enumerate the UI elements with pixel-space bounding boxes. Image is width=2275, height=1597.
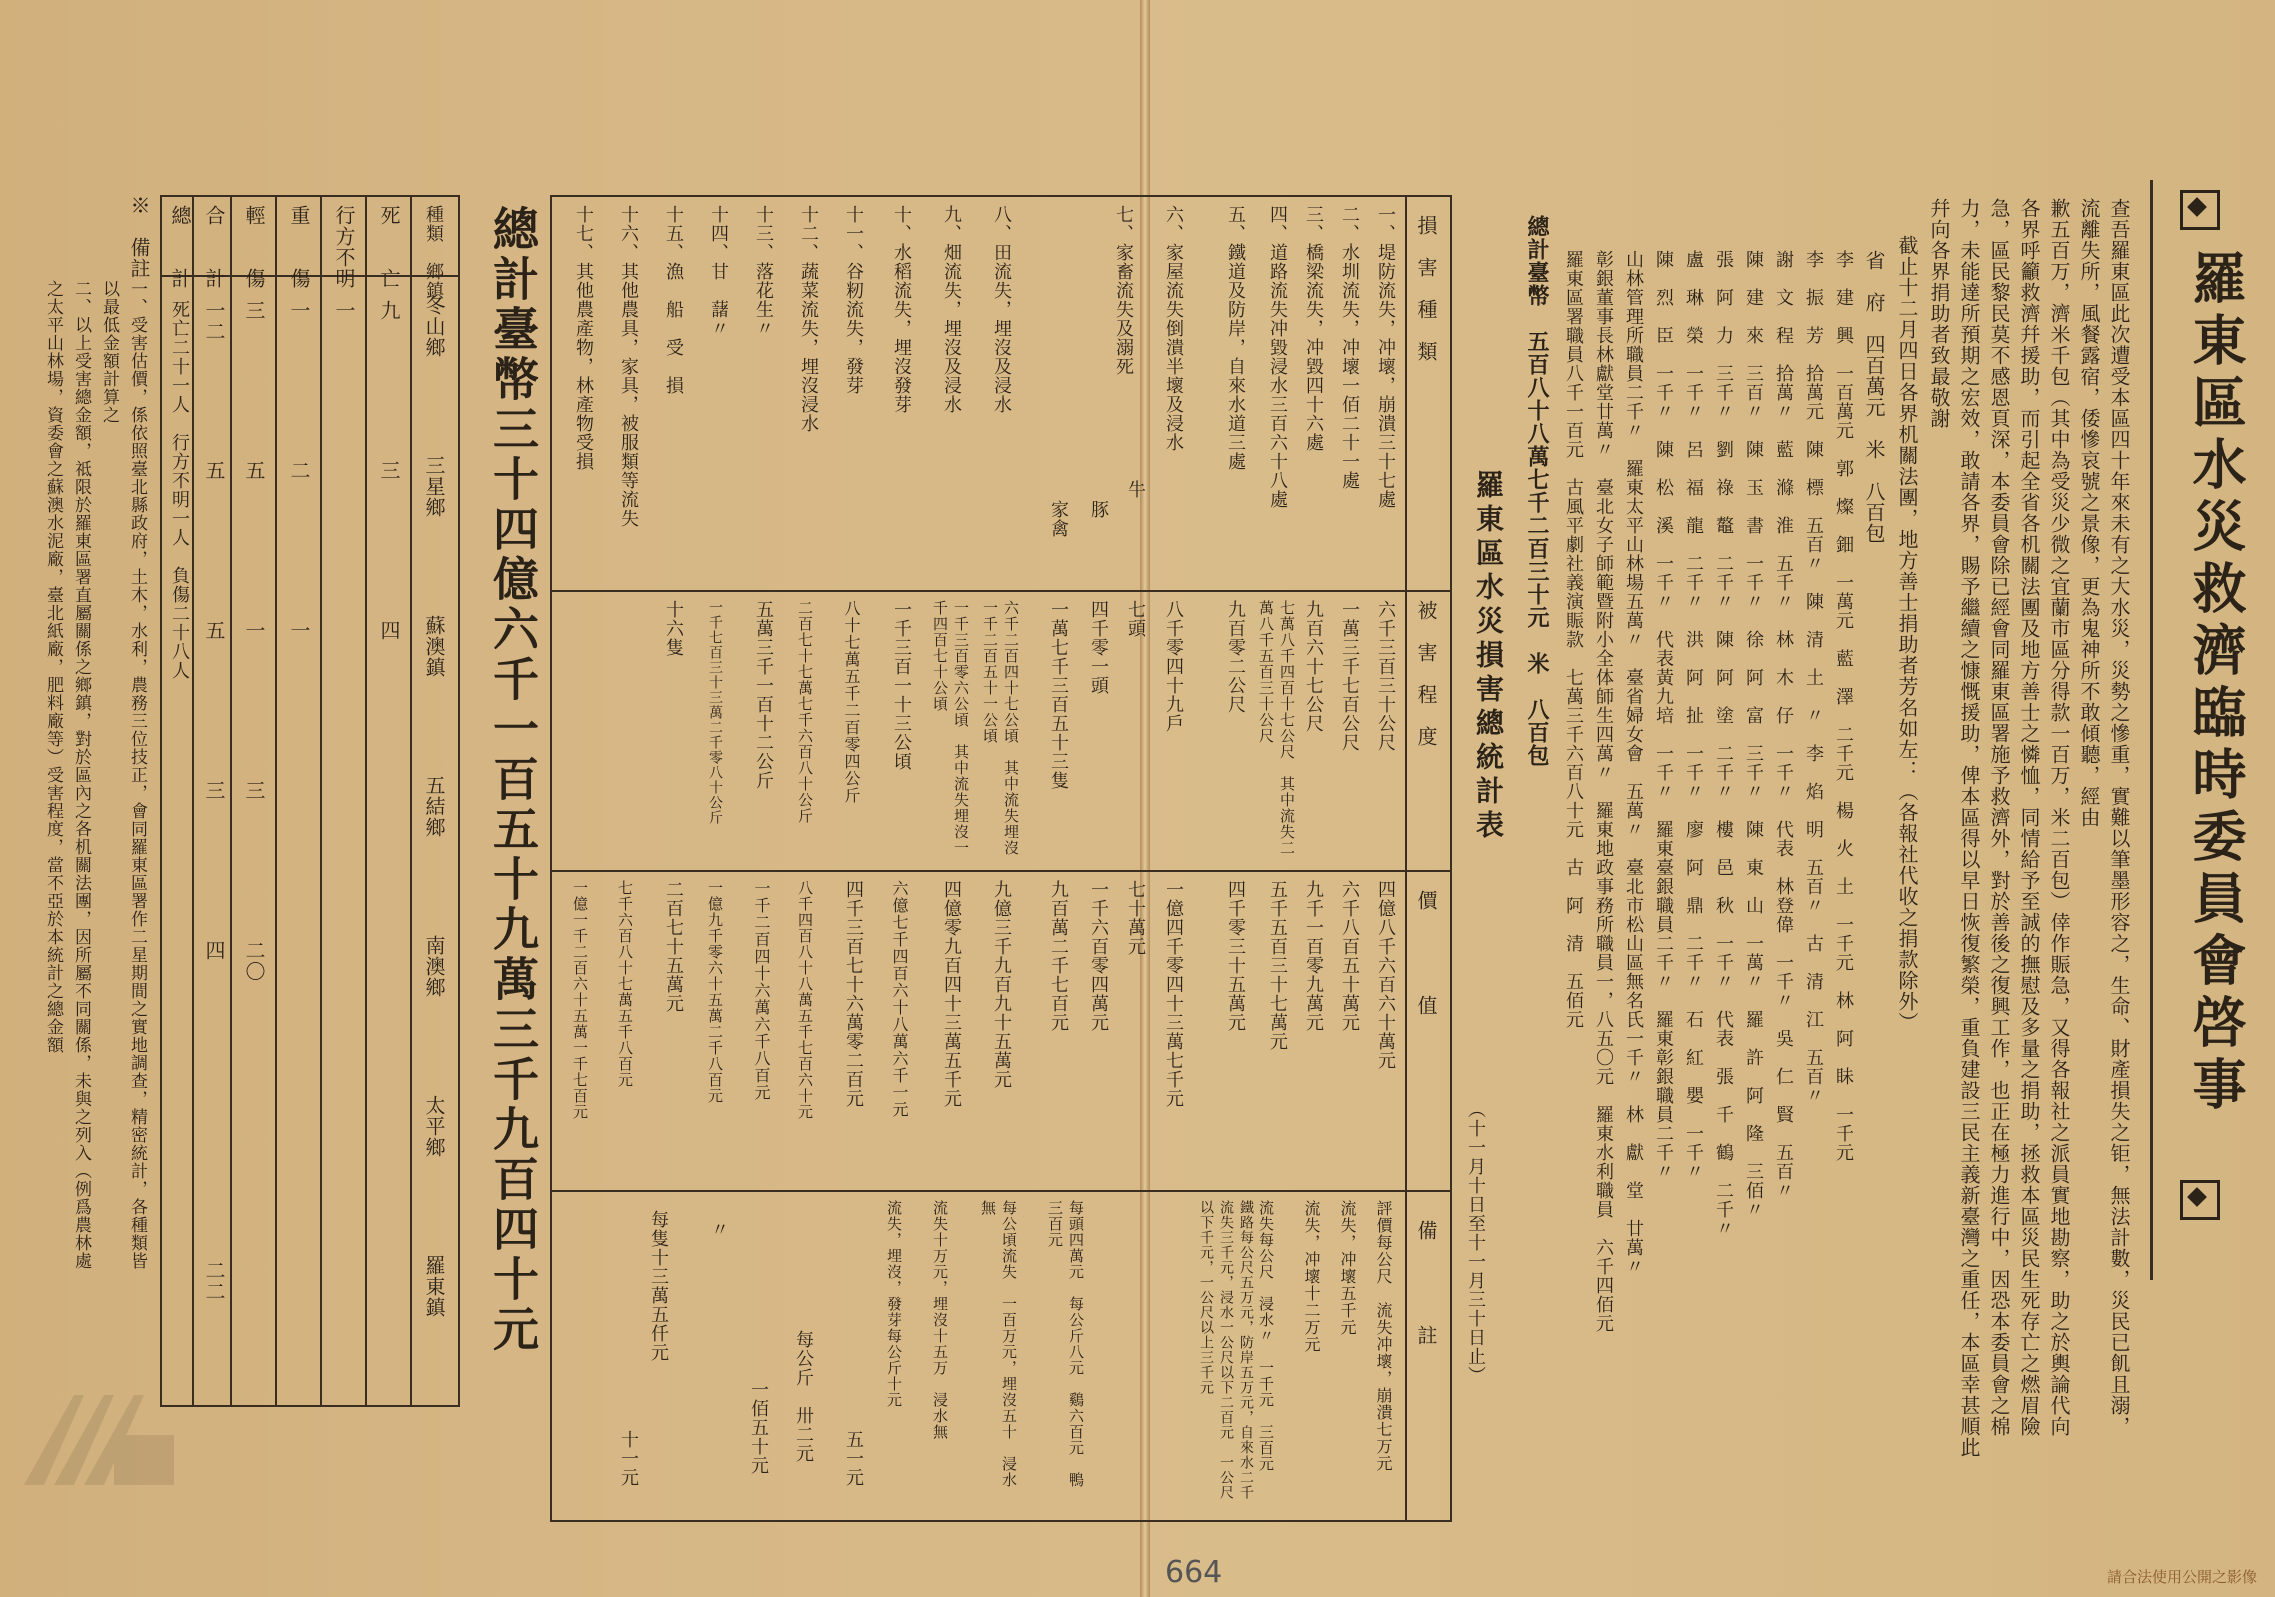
casualty-cell: 四 (202, 940, 226, 961)
row-note: 流失每公尺 浸水〃 一千元 三百元 (1257, 1200, 1275, 1472)
row-extent: 一萬七千三百五十三隻 (1048, 600, 1069, 790)
casualty-row-divider (192, 195, 194, 1407)
casualty-column: 蘇澳鎮 (422, 615, 446, 678)
casualty-cell: 三 (202, 780, 226, 801)
header-extent: 被 害 程 度 (1414, 600, 1438, 747)
row-type: 八、田流失，埋沒及浸水 (991, 205, 1012, 414)
row-note: 〃 (708, 1220, 729, 1239)
row-value: 一億九千零六十五萬二千八百元 (706, 880, 724, 1104)
casualty-cell: 一 (287, 620, 311, 641)
donors-total: 總計臺幣 五百八十八萬七千二百三十元 米 八百包 (1524, 215, 1550, 767)
table-right-border (1450, 195, 1452, 1522)
row-note: 鐵路每公尺五万元，防岸五万元，自來水二千 流失三千元，浸水一公尺以下二百元 一公尺以下千元，一公尺以上三千元 (1198, 1200, 1254, 1515)
diamond-ornament-bottom (2180, 1180, 2220, 1220)
row-value: 一千二百四十六萬六千八百元 (752, 880, 771, 1101)
row-type: 十五、漁 船 受 損 (663, 205, 684, 395)
row-note: 流失，埋沒，發芽每公斤十元 (885, 1200, 903, 1408)
row-type: 六、家屋流失倒潰半壞及浸水 (1163, 205, 1184, 452)
row-value: 八千四百八十八萬五千七百六十元 (796, 880, 814, 1120)
row-extent: 九百六十七公尺 (1303, 600, 1324, 733)
row-type: 十三、落花生〃 (753, 205, 774, 338)
remarks-item: 一、受害估價，係依照臺北縣政府，土木，水利，農務三位技正，會同羅東區署作二星期間之實地調查，精密統計，各種類皆 (127, 280, 147, 1270)
row-sub-label: 家禽 (1048, 500, 1069, 538)
table-divider-extent-left (550, 870, 1140, 872)
row-type: 十一、谷籾流失，發芽 (843, 205, 864, 395)
casualty-row-label: 輕 傷 (242, 205, 266, 289)
casualty-cell: 五 (242, 460, 266, 481)
stats-date-range: （十一月十日至十一月三十日止） (1465, 1100, 1486, 1385)
donor-line: 陳 烈 臣 一千〃 陳 松 溪 一千〃 代表黃九培 一千〃 羅東臺銀職員二千〃 羅東彰銀職員二千〃 (1653, 250, 1674, 1181)
row-extent: 八千零四十九戶 (1163, 600, 1184, 733)
donor-line: 彰銀董事長林獻堂廿萬〃 臺北女子師範暨附小全体師生四萬〃 羅東地政事務所職員一，八五〇元 羅東水利職員 六千四佰元 (1593, 250, 1614, 1333)
donor-line: 李 振 芳 拾萬元 陳 標 五百〃 陳 清 土 〃 李 焰 明 五百〃 古 清 江 五百〃 (1803, 250, 1824, 1105)
casualty-cell: 一 (242, 620, 266, 641)
table-left-border (550, 195, 552, 1522)
casualty-column: 羅東鎮 (422, 1255, 446, 1318)
casualty-row-label: 重 傷 (287, 205, 311, 289)
row-extent: 一萬三千七百公尺 (1339, 600, 1360, 752)
row-type: 九、畑流失，埋沒及浸水 (941, 205, 962, 414)
page-number: 664 (1165, 1555, 1223, 1590)
header-value: 價 值 (1414, 890, 1438, 1016)
notice-title: 羅東區水災救濟臨時委員會啓事 (2184, 250, 2248, 1118)
casualty-cell: 五 (202, 460, 226, 481)
row-value: 二百七十五萬元 (663, 880, 684, 1013)
row-value: 一億一千二百六十五萬一千七百元 (571, 880, 589, 1120)
header-column-border (1405, 195, 1407, 1522)
casualty-column: 五結鄉 (422, 775, 446, 838)
row-extent: 一千三百一十三公頃 (891, 600, 912, 771)
row-type: 四、道路流失冲毀浸水三百六十八處 (1267, 205, 1288, 509)
row-extent: 七頭 (1125, 600, 1146, 638)
row-note: 每頭四萬元 每公斤八元 鷄六百元 鴨三百元 (1046, 1200, 1085, 1488)
casualty-col-header: 種類 鄉鎮 (423, 205, 444, 300)
row-extent: 十六隻 (663, 600, 684, 657)
row-value: 九千一百零九萬元 (1303, 880, 1324, 1032)
casualty-row-divider (365, 195, 367, 1407)
notice-body-line: 歉五百万，濟米千包（其中為受災少微之宜蘭市區分得款一百万，米二百包）倖作賑急，又得各報社之派員實地勘察，助之於輿論代向 (2047, 198, 2071, 1437)
row-value: 四千三百七十六萬零二百元 (843, 880, 864, 1108)
notice-body-line: 各界呼籲救濟幷援助，而引起全省各机關法團及地方善士之憐恤，同情給予至誠的撫慰及多量之捐助，拯救本區災民生死存亡之燃眉險 (2017, 198, 2041, 1437)
casualty-cell: 二〇 (242, 940, 266, 982)
row-extent: 一千三百零六公頃 其中流失埋沒一千四百七十公頃 (931, 600, 970, 856)
row-type: 七、家畜流失及溺死 (1113, 205, 1134, 376)
header-type: 損 害 種 類 (1414, 215, 1438, 362)
row-type: 十六、其他農具，家具，被服類等流失 (618, 205, 639, 528)
row-value: 四億零九百四十三萬五千元 (941, 880, 962, 1108)
row-type: 五、鐵道及防岸，自來水道三處 (1225, 205, 1246, 471)
casualty-row-label: 死 亡 (377, 205, 401, 289)
row-type: 十四、甘 藷〃 (708, 205, 729, 338)
remarks-heading: ※ 備註 (127, 195, 151, 279)
row-note: 評價每公尺 流失冲壞，崩潰七万元 (1374, 1200, 1393, 1472)
row-note: 流失十万元，埋沒十五万 浸水無 (931, 1200, 949, 1440)
row-note: 每公斤 卅二元 (793, 1330, 814, 1463)
table-divider-value-left (550, 1190, 1140, 1192)
row-note: 流失，冲壞十二万元 (1302, 1200, 1321, 1353)
grand-total: 總計臺幣三十四億六千一百五十九萬三千九百四十元 (486, 205, 540, 1355)
casualty-cell: 五 (202, 620, 226, 641)
casualty-cell: 一二 (202, 300, 226, 342)
row-type: 三、橋梁流失，冲毀四十六處 (1303, 205, 1324, 452)
library-watermark-logo (14, 1375, 189, 1505)
row-extent: 七萬八千四百十七公尺 其中流失二萬八千五百三十公尺 (1257, 600, 1296, 856)
row-type: 二、水圳流失，冲壞一佰二十一處 (1339, 205, 1360, 490)
casualty-cell: 三 (242, 300, 266, 321)
casualty-cell: 四 (377, 620, 401, 641)
casualty-col-divider (410, 195, 412, 1407)
row-value: 一千六百零四萬元 (1088, 880, 1109, 1032)
row-value: 六億七千四百六十八萬六千一元 (890, 880, 909, 1118)
row-extent: 一千七百三十三萬二千零八十公斤 (707, 600, 723, 825)
casualty-table-top (160, 195, 460, 197)
row-type: 十二、蔬菜流失，埋沒浸水 (798, 205, 819, 433)
row-extent: 八十七萬五千二百零四公斤 (842, 600, 861, 804)
casualty-total: 死亡二十一人 行方不明一人 負傷二十八人 (169, 300, 190, 680)
casualty-row-divider (230, 195, 232, 1407)
casualty-cell: 二 (287, 460, 311, 481)
row-value: 九億三千九百九十五萬元 (991, 880, 1012, 1089)
row-type: 十七、其他農產物，林產物受損 (573, 205, 594, 471)
usage-stamp: 請合法使用公開之影像 (2106, 1568, 2257, 1586)
row-value: 五千五百三十七萬元 (1267, 880, 1288, 1051)
donor-line: 山林管理所職員二千〃 羅東太平山林場五萬〃 臺省婦女會 五萬〃 臺北市松山區無名氏一千〃 林 獻 堂 廿萬〃 (1623, 250, 1644, 1276)
row-note: 每隻十三萬五仟元 (648, 1210, 669, 1362)
header-note: 備 註 (1414, 1220, 1438, 1346)
notice-body-line: 查吾羅東區此次遭受本區四十年來未有之大水災，災勢之慘重，實難以筆墨形容之，生命、財產損失之钜，無法計數，災民已飢且溺， (2107, 198, 2131, 1437)
notice-body-line: 流離失所，風餐露宿，倭慘哀號之景像，更為鬼神所不敢傾聽，經由 (2077, 198, 2101, 828)
row-value: 九百萬二千七百元 (1048, 880, 1069, 1032)
row-note: 每公頃流失 一百万元，埋沒五十 浸水無 (979, 1200, 1018, 1488)
table-top-border-left (550, 195, 1140, 197)
row-value: 四億八千六百六十萬元 (1375, 880, 1396, 1070)
donor-line: 李 建 興 一百萬元 郭 燦 鈿 一萬元 藍 澤 二千元 楊 火 土 一千元 林 阿 眛 一千元 (1833, 250, 1854, 1162)
row-type: 一、堤防流失，冲壞，崩潰三十七處 (1375, 205, 1396, 509)
notice-body-line: 幷向各界捐助者致最敬謝 (1927, 198, 1951, 429)
casualty-cell: 二二 (202, 1260, 226, 1302)
casualty-row-label: 總 計 (168, 205, 192, 289)
table-bottom-border-left (550, 1520, 1140, 1522)
donor-line: 謝 文 程 拾萬〃 藍 滌 淮 五千〃 林 木 仔 一千〃 代表 林登偉 一千〃 吳 仁 賢 五百〃 (1773, 250, 1794, 1200)
row-value: 四千零三十五萬元 (1225, 880, 1246, 1032)
row-type: 十、水稻流失，埋沒發芽 (891, 205, 912, 414)
notice-body-line: 急，區民黎民莫不感恩頁深，本委員會除已經會同羅東區署施予救濟外，對於善後之復興工作，也正在極力進行中，因恐本委員會之棉 (1987, 198, 2011, 1437)
casualty-column: 太平鄉 (422, 1095, 446, 1158)
notice-body-line: 力，未能達所預期之宏效，敢請各界，賜予繼續之慷慨援助，俾本區得以早日恢復繁榮，重負建設三民主義新臺灣之重任，本區幸甚順此 (1957, 198, 1981, 1458)
table-divider-type-left (550, 590, 1140, 592)
casualty-table-bottom (160, 1405, 460, 1407)
row-note: 十一元 (618, 1430, 639, 1487)
casualty-column: 三星鄉 (422, 455, 446, 518)
casualty-row-label: 合 計 (202, 205, 226, 289)
row-value: 七十萬元 (1125, 880, 1146, 956)
casualty-column: 南澳鄉 (422, 935, 446, 998)
casualty-cell: 一 (287, 300, 311, 321)
page-fold (1140, 0, 1150, 1597)
row-value: 六千八百五十萬元 (1339, 880, 1360, 1032)
casualty-cell: 三 (377, 460, 401, 481)
donor-line: 陳 建 來 三百〃 陳 玉 書 一千〃 徐 阿 富 三千〃 陳 東 山 一萬〃 羅 許 阿 隆 三佰〃 (1743, 250, 1764, 1219)
casualty-table-left (160, 195, 162, 1407)
donors-intro: 截止十二月四日各界机關法團，地方善士捐助者芳名如左：（各報社代收之捐款除外） (1895, 235, 1919, 1033)
remarks-item: 之太平山林場，資委會之蘇澳水泥廠，臺北紙廠，肥料廠等）受害程度，當不亞於本統計之總金額 (43, 280, 63, 1054)
stats-title: 羅東區水災損害總統計表 (1472, 470, 1505, 844)
casualty-row-label: 行方不明 (332, 205, 356, 289)
row-extent: 六千二百四十七公頃 其中流失埋沒一千二百五十一公頃 (981, 600, 1020, 856)
row-extent: 四千零一頭 (1088, 600, 1109, 695)
row-extent: 九百零二公尺 (1225, 600, 1246, 714)
casualty-row-divider (275, 195, 277, 1407)
row-extent: 六千三百三十公尺 (1375, 600, 1396, 752)
row-value: 一億四千零四十三萬七千元 (1163, 880, 1184, 1108)
remarks-item: 二、以上受害總金額，祗限於羅東區署直屬關係之鄉鎮，對於區內之各机關法團，因所屬不同關係，未與之列入（例爲農林處 (71, 280, 91, 1270)
row-note: 流失，冲壞五千元 (1338, 1200, 1357, 1336)
notice-border-right (2150, 180, 2153, 1280)
donor-line: 省 府 四百萬元 米 八百包 (1862, 250, 1886, 544)
row-sub-label: 牛 (1125, 480, 1146, 499)
row-note: 五一元 (843, 1430, 864, 1487)
remarks-item: 以最低金額計算之 (99, 280, 119, 424)
casualty-row-divider (320, 195, 322, 1407)
casualty-column: 冬山鄉 (422, 295, 446, 358)
row-extent: 二百七十七萬七千六百八十公斤 (796, 600, 814, 824)
row-note: 一佰五十元 (748, 1380, 769, 1475)
casualty-table-right (458, 195, 460, 1407)
casualty-cell: 三 (242, 780, 266, 801)
donor-line: 盧 琳 榮 一千〃 呂 福 龍 二千〃 洪 阿 扯 一千〃 廖 阿 鼎 二千〃 石 紅 嬰 一千〃 (1683, 250, 1704, 1181)
row-value: 七千六百八十七萬五千八百元 (616, 880, 634, 1088)
row-extent: 五萬三千一百十二公斤 (753, 600, 774, 790)
casualty-cell: 九 (377, 300, 401, 321)
donor-line: 張 阿 力 三千〃 劉 祿 鼇 二千〃 陳 阿 塗 二千〃 樓 邑 秋 一千〃 代表 張 千 鶴 二千〃 (1713, 250, 1734, 1238)
diamond-ornament-top (2180, 190, 2220, 230)
row-sub-label: 豚 (1088, 500, 1109, 519)
donor-line: 羅東區署職員八千一百元 古風平劇社義演賑款 七萬三千六百八十元 古 阿 清 五佰元 (1563, 250, 1584, 1029)
casualty-cell: 一 (332, 300, 356, 321)
